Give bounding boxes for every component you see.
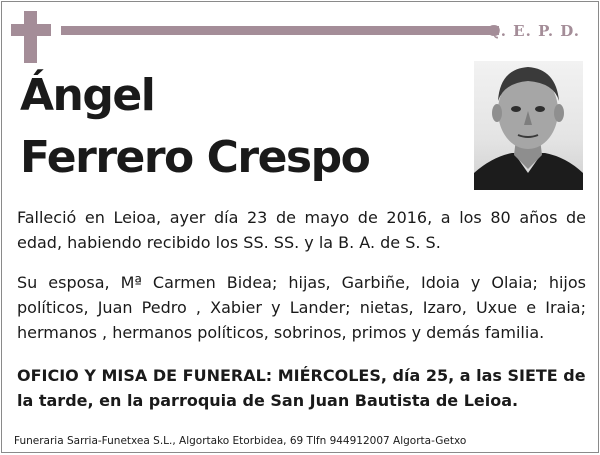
deceased-first-name: Ángel [20, 70, 155, 121]
death-notice-paragraph: Falleció en Leioa, ayer día 23 de mayo de 2016, a los 80 años de edad, habiendo recibido los SS. SS. y la B. A. de S. S. [17, 208, 586, 252]
deceased-surnames: Ferrero Crespo [20, 132, 370, 183]
funeral-home-footer: Funeraria Sarria-Funetxea S.L., Algortako Etorbidea, 69 Tlfn 944912007 Algorta-Getxo [14, 435, 467, 447]
header-rule [61, 26, 499, 35]
qepd-label: Q. E. P. D. [487, 22, 580, 40]
funeral-service-paragraph: OFICIO Y MISA DE FUNERAL: MIÉRCOLES, día 25, a las SIETE de la tarde, en la parroquia de San Juan Bautista de Leioa. [17, 366, 586, 410]
obituary-card [1, 1, 599, 453]
family-paragraph: Su esposa, Mª Carmen Bidea; hijas, Garbiñe, Idoia y Olaia; hijos políticos, Juan Pedro , Xabier y Lander; nietas, Izaro, Uxue e Iraia; hermanos , hermanos políticos, sobrinos, primos y demás familia. [17, 273, 586, 342]
portrait-photo [474, 61, 583, 190]
